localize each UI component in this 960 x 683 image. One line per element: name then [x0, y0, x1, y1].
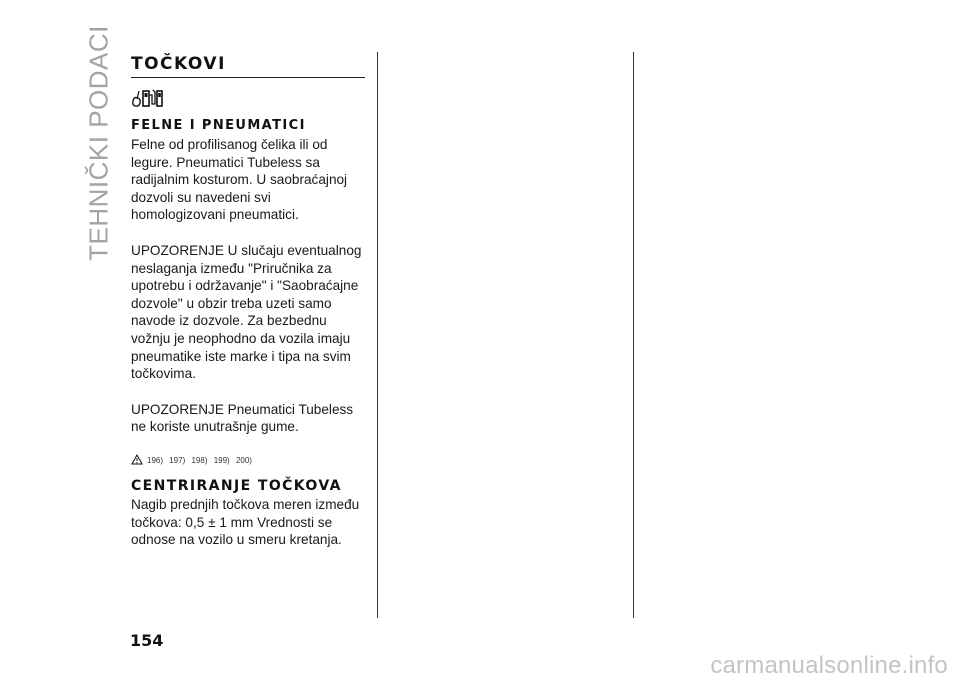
paragraph-warning-documents: UPOZORENJE U slučaju eventualnog neslaganja između "Priručnika za upotrebu i održavanje" i "Saobraćajne dozvole" u obzir treba uzeti samo navode iz dozvole. Za bezbednu vožnju je neophodno da vozila imaju pneumatike iste marke i tipa na svim točkovima. [131, 242, 362, 382]
watermark: carmanualsonline.info [710, 652, 948, 679]
sidebar-section-title [83, 25, 114, 261]
section-title-text: TEHNIČKI PODACI [83, 25, 114, 261]
title-rule [131, 77, 365, 78]
page-number: 154 [130, 631, 164, 650]
column-divider-2 [633, 52, 634, 618]
main-column [131, 52, 366, 549]
page-title: TOČKOVI [131, 54, 226, 74]
paragraph-alignment: Nagib prednjih točkova meren između točkova: 0,5 ± 1 mm Vrednosti se odnose na vozilo u smeru kretanja. [131, 496, 360, 548]
section-heading-rims-tyres: FELNE I PNEUMATICI [131, 118, 306, 133]
section-heading-wheel-alignment: CENTRIRANJE TOČKOVA [131, 477, 342, 494]
warning-references [131, 454, 366, 468]
paragraph-rims: Felne od profilisanog čelika ili od legure. Pneumatici Tubeless sa radijalnim kosturom. U saobraćajnoj dozvoli su navedeni svi homologizovani pneumatici. [131, 137, 348, 223]
column-divider-1 [377, 52, 378, 618]
fuel-symbol-icon [131, 86, 366, 110]
paragraph-warning-tubeless: UPOZORENJE Pneumatici Tubeless ne koriste unutrašnje gume. [131, 401, 354, 435]
reference-numbers: 196) 197) 198) 199) 200) [147, 456, 252, 466]
warning-triangle-icon [131, 454, 143, 467]
